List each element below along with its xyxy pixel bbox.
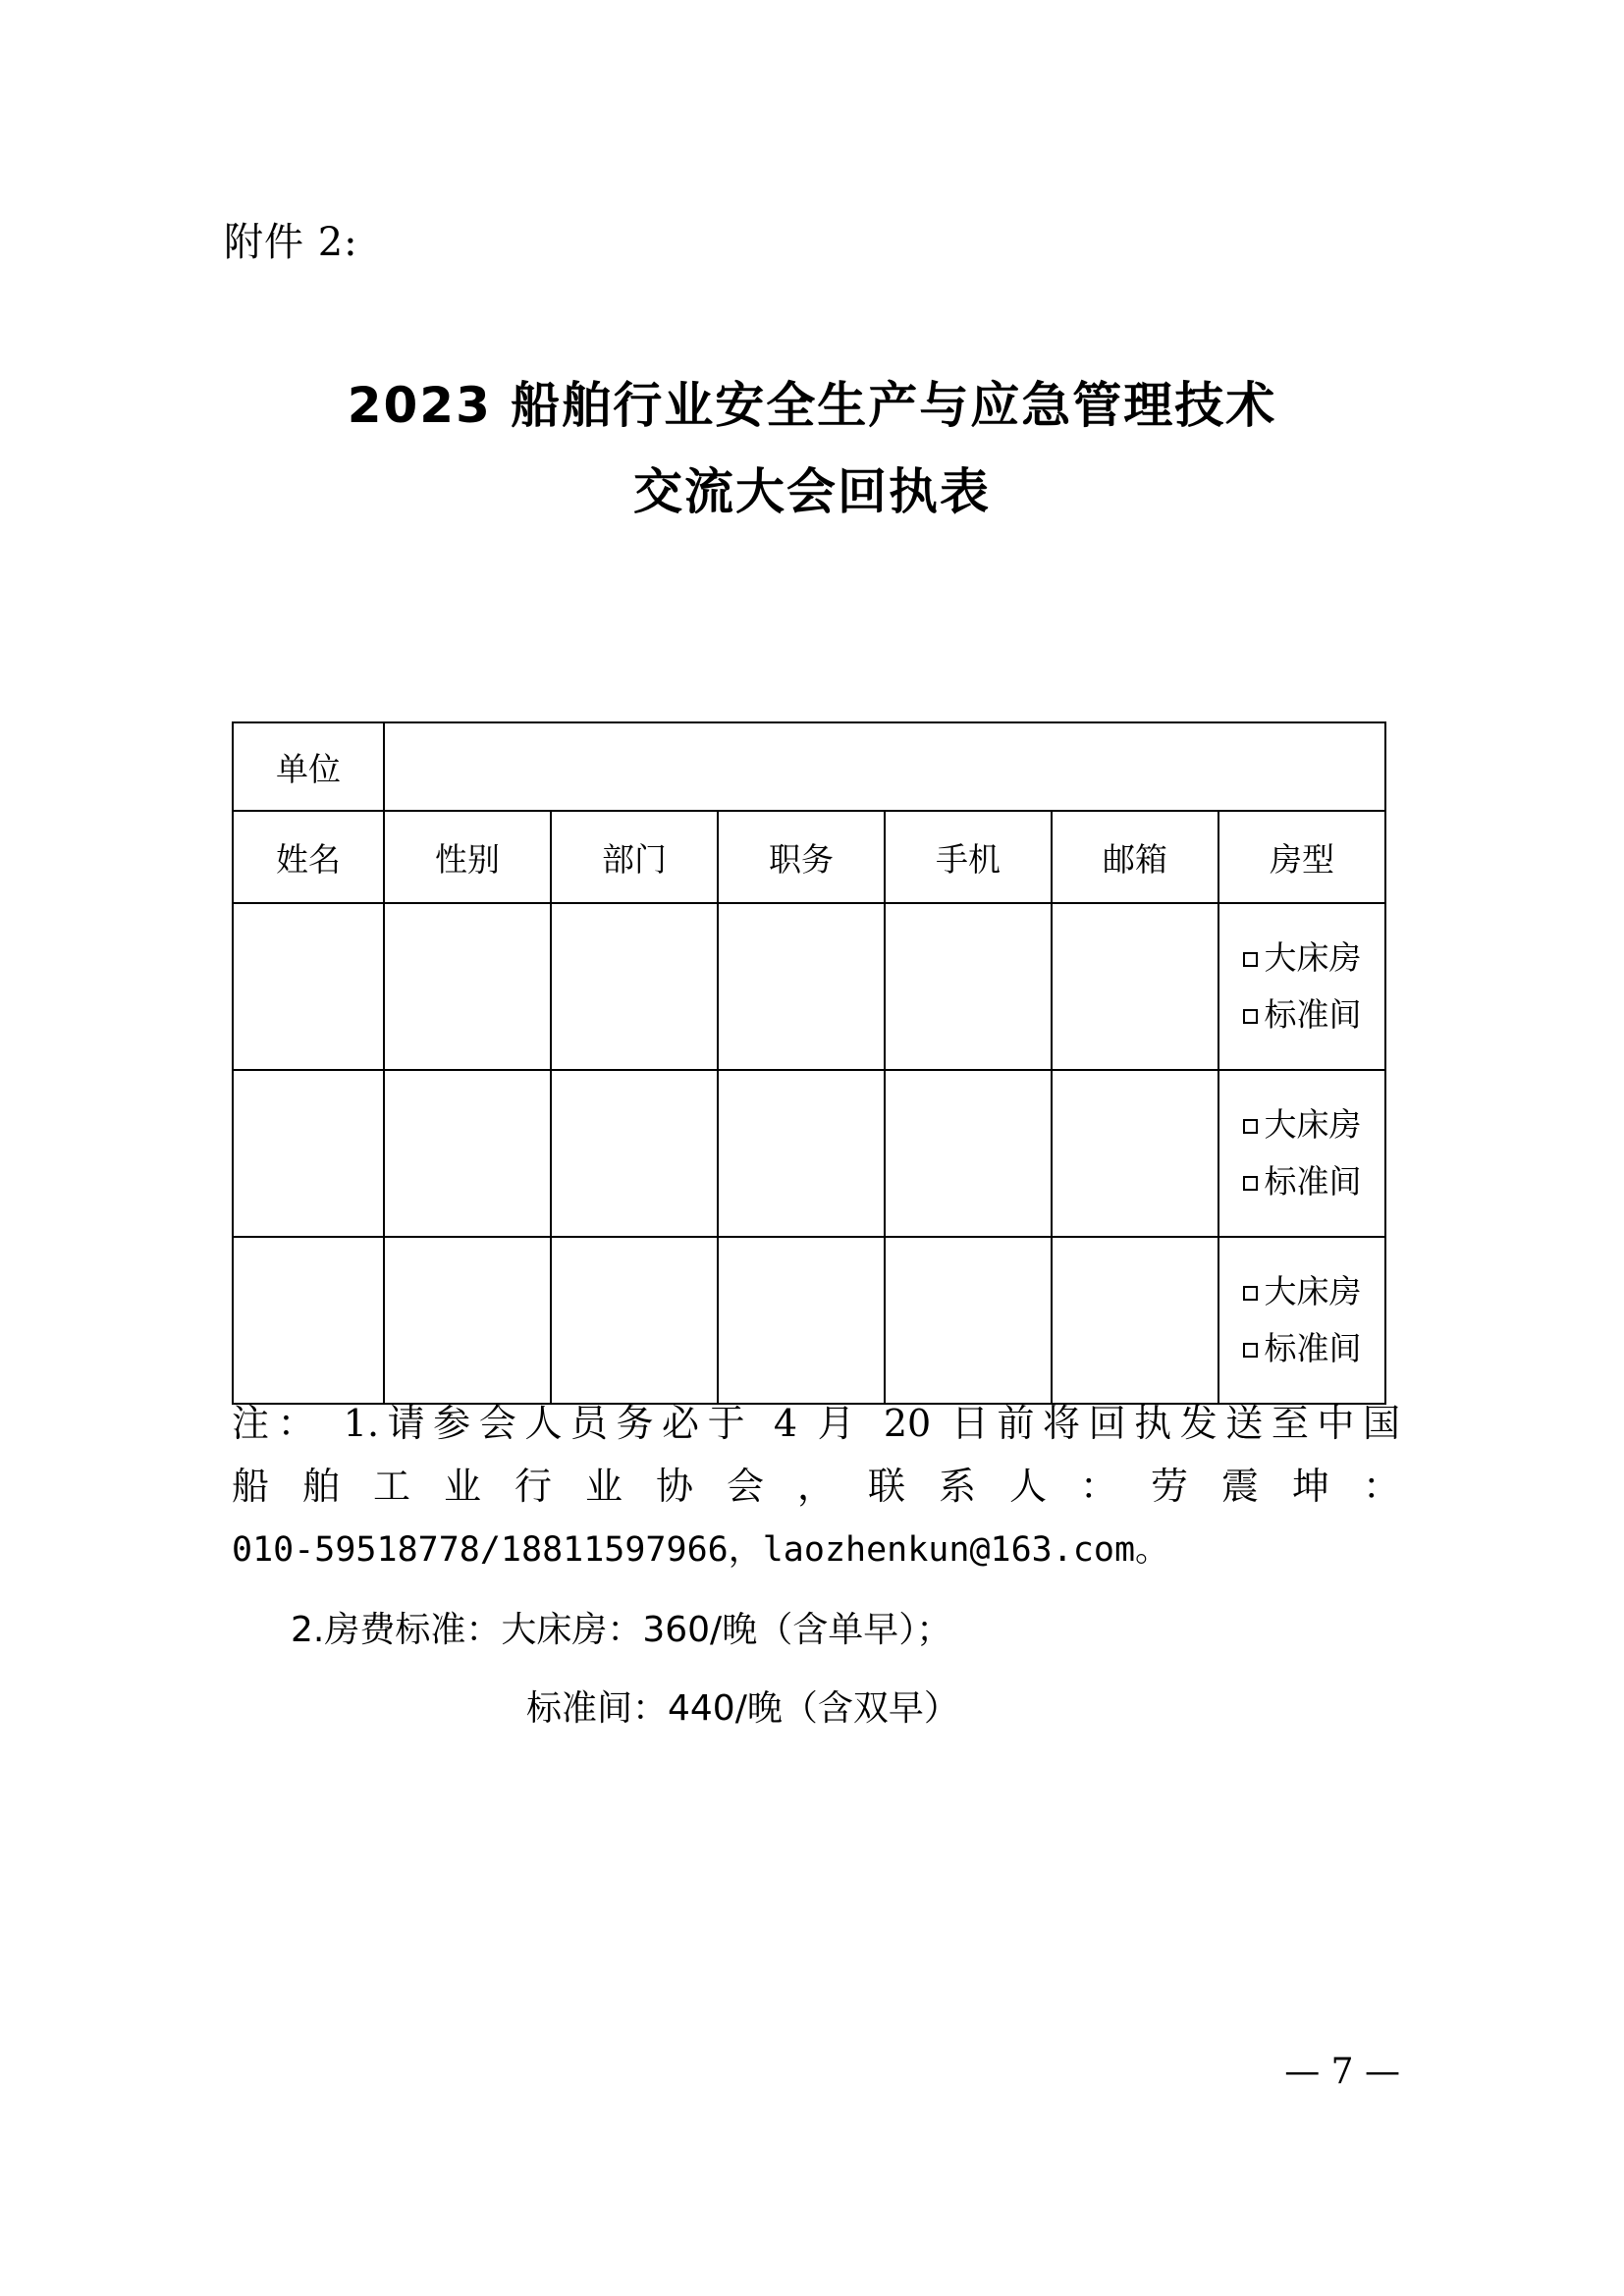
- cell-mobile[interactable]: [885, 903, 1052, 1070]
- checkbox-icon[interactable]: [1243, 1119, 1258, 1134]
- checkbox-icon[interactable]: [1243, 1286, 1258, 1301]
- table-row: [233, 1237, 1385, 1404]
- header-mobile: 手机: [885, 811, 1052, 903]
- header-job-title: 职务: [718, 811, 885, 903]
- cell-name[interactable]: [233, 1237, 384, 1404]
- room-option-king-label: 大床房: [1264, 1272, 1362, 1311]
- room-option-king[interactable]: [1219, 1096, 1384, 1153]
- checkbox-icon[interactable]: [1243, 952, 1258, 967]
- title-line-1: 2023 船舶行业安全生产与应急管理技术: [347, 377, 1277, 434]
- checkbox-icon[interactable]: [1243, 1343, 1258, 1358]
- cell-sex[interactable]: [384, 1070, 551, 1237]
- attachment-label: 附件 2:: [224, 220, 358, 265]
- header-department: 部门: [551, 811, 718, 903]
- room-option-king[interactable]: [1219, 1263, 1384, 1320]
- checkbox-icon[interactable]: [1243, 1009, 1258, 1024]
- cell-department[interactable]: [551, 1237, 718, 1404]
- cell-sex[interactable]: [384, 1237, 551, 1404]
- cell-room-type: [1218, 1070, 1385, 1237]
- page-number-value: — 7 —: [1284, 2052, 1400, 2092]
- receipt-table: [232, 721, 1386, 1405]
- room-option-twin-label: 标准间: [1264, 1162, 1362, 1201]
- cell-email[interactable]: [1052, 903, 1218, 1070]
- cell-room-type: [1218, 1237, 1385, 1404]
- room-option-king-label: 大床房: [1264, 938, 1362, 978]
- cell-department[interactable]: [551, 903, 718, 1070]
- note-line-3: 010-59518778/18811597966，laozhenkun@163.com。: [232, 1530, 1170, 1571]
- notes-section: [232, 1394, 1400, 1737]
- table-row: [233, 1070, 1385, 1237]
- room-option-king-label: 大床房: [1264, 1105, 1362, 1145]
- room-option-king[interactable]: [1219, 930, 1384, 987]
- unit-label-cell: 单位: [233, 722, 384, 811]
- cell-sex[interactable]: [384, 903, 551, 1070]
- title-line-2: 交流大会回执表: [633, 462, 991, 520]
- cell-email[interactable]: [1052, 1237, 1218, 1404]
- header-name: 姓名: [233, 811, 384, 903]
- room-option-twin[interactable]: [1219, 1153, 1384, 1210]
- header-email: 邮箱: [1052, 811, 1218, 903]
- table-row: [233, 903, 1385, 1070]
- page-title: [0, 363, 1624, 535]
- header-sex: 性别: [384, 811, 551, 903]
- cell-mobile[interactable]: [885, 1237, 1052, 1404]
- note-line-2: 船 舶 工 业 行 业 协 会 ， 联 系 人 ： 劳 震 坤 ：: [232, 1464, 1400, 1508]
- room-option-twin[interactable]: [1219, 1320, 1384, 1377]
- note-line-1: 注： 1.请参会人员务必于 4 月 20 日前将回执发送至中国: [232, 1402, 1400, 1445]
- cell-job-title[interactable]: [718, 1070, 885, 1237]
- header-room-type: 房型: [1218, 811, 1385, 903]
- cell-email[interactable]: [1052, 1070, 1218, 1237]
- checkbox-icon[interactable]: [1243, 1176, 1258, 1191]
- table-row-unit: [233, 722, 1385, 811]
- cell-room-type: [1218, 903, 1385, 1070]
- room-option-twin-label: 标准间: [1264, 995, 1362, 1034]
- cell-job-title[interactable]: [718, 1237, 885, 1404]
- cell-name[interactable]: [233, 903, 384, 1070]
- note-line-4: 2.房费标准：大床房：360/晚（含单早）；: [291, 1609, 952, 1650]
- note-line-5: 标准间：440/晚（含双早）: [526, 1688, 959, 1730]
- room-option-twin[interactable]: [1219, 987, 1384, 1043]
- cell-department[interactable]: [551, 1070, 718, 1237]
- cell-name[interactable]: [233, 1070, 384, 1237]
- cell-mobile[interactable]: [885, 1070, 1052, 1237]
- cell-job-title[interactable]: [718, 903, 885, 1070]
- room-option-twin-label: 标准间: [1264, 1329, 1362, 1367]
- table-header-row: [233, 811, 1385, 903]
- unit-value-cell[interactable]: [384, 722, 1385, 811]
